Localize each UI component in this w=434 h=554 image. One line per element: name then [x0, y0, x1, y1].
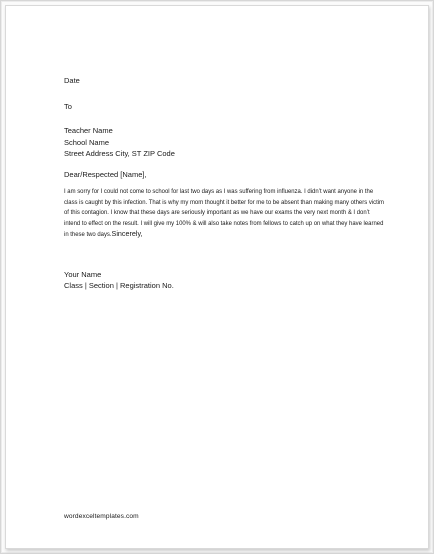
- to-label: To: [64, 102, 72, 111]
- footer-website: wordexceltemplates.com: [64, 512, 139, 520]
- sender-name: Your Name: [64, 270, 102, 279]
- letter-page: [5, 5, 429, 549]
- salutation: Dear/Respected [Name],: [64, 170, 147, 179]
- recipient-name: Teacher Name: [64, 126, 113, 135]
- closing: Sincerely,: [111, 229, 143, 239]
- recipient-address: Street Address City, ST ZIP Code: [64, 149, 175, 158]
- date-label: Date: [64, 76, 80, 85]
- sender-details: Class | Section | Registration No.: [64, 281, 174, 290]
- letter-body: [64, 187, 384, 241]
- recipient-school: School Name: [64, 138, 110, 147]
- letter-body-text: I am sorry for I could not come to school for last two days as I was suffering from influenza. I didn’t want anyone in the class is caught by this infection. That is why my mom thought it better for me to be absent than making many others victim of this contagion. I know that these days are seriously important as we have our exams the very next month & I don’t intend to effect on the result. I will give my 100% & will also take notes from fellows to catch up on what they have learned in these two days.: [64, 189, 384, 239]
